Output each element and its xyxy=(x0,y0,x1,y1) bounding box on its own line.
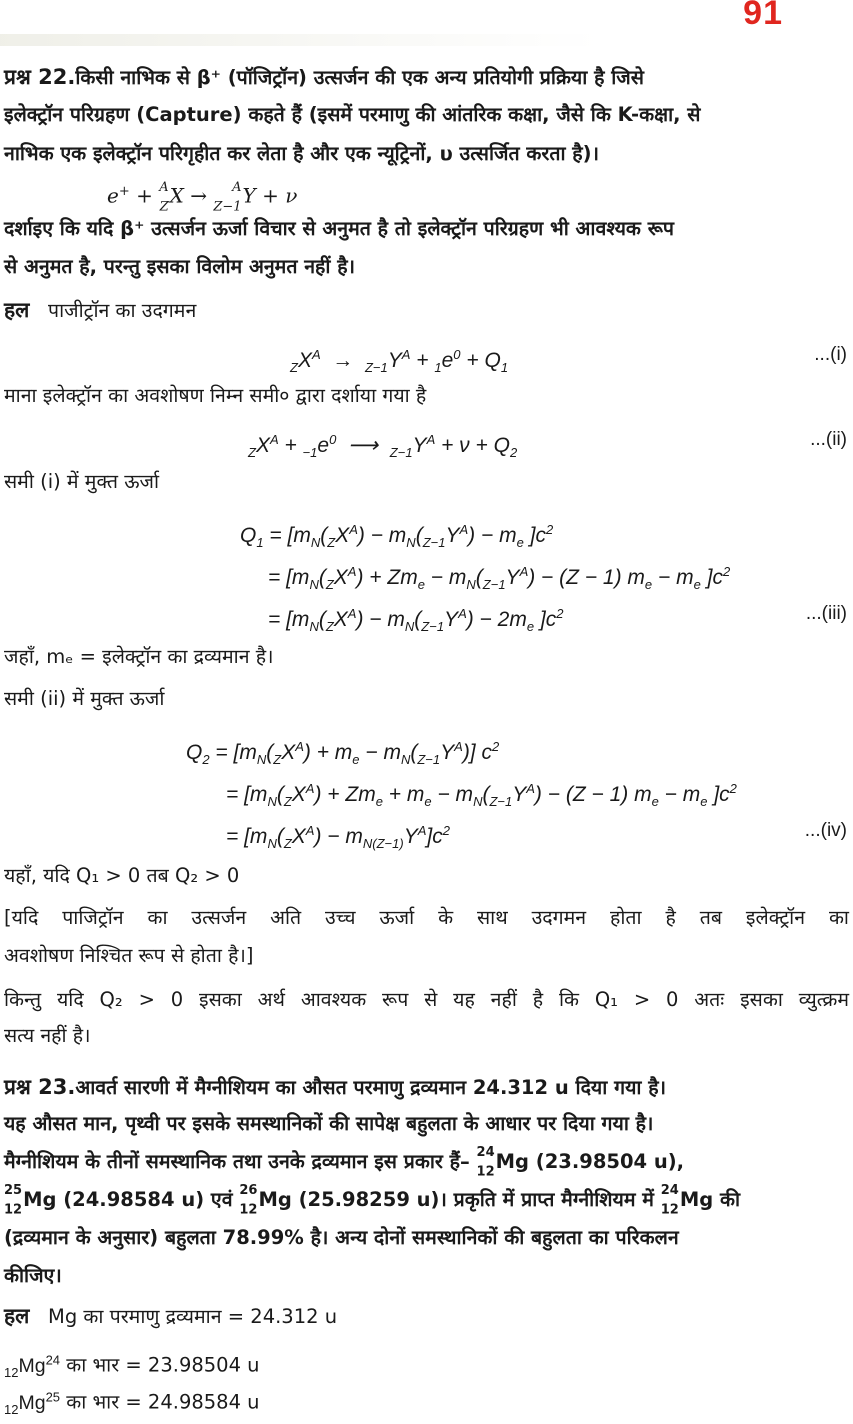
sol23-line-3: $_{12}Mg^{25}$ का भार = 24.98584 u xyxy=(4,1389,260,1417)
q22-label: प्रश्न 22. xyxy=(4,65,76,89)
q23-text-3a: मैग्नीशियम के तीनों समस्थानिक तथा उनके द्रव्यमान इस प्रकार हैं– xyxy=(4,1150,470,1173)
q22-line-4: दर्शाइए कि यदि β⁺ उत्सर्जन ऊर्जा विचार से अनुमत है तो इलेक्ट्रॉन परिग्रहण भी आवश्यक रूप xyxy=(4,217,674,240)
equation-4b: = [$m_N(_ZX^A) + Zm_e + m_e - m_N(_{Z-1}Y^A) - (Z - 1) m_e - m_e$ ]$c^2$ xyxy=(226,781,737,810)
q22-line-2: इलेक्ट्रॉन परिग्रहण (Capture) कहते हैं (इसमें परमाणु की आंतरिक कक्षा, जैसे कि K-कक्षा, से xyxy=(4,103,701,126)
q23-text-1: आवर्त सारणी में मैग्नीशियम का औसत परमाणु द्रव्यमान 24.312 u दिया गया है। xyxy=(75,1076,666,1099)
q23-line-1 xyxy=(4,1072,666,1103)
q22-reaction: e+ + $^A$ $_Z$X → $^A$ $_{Z-1}$Y + ν xyxy=(107,179,298,215)
equation-2-number: ...(ii) xyxy=(810,429,847,450)
q23-text-4b: Mg (25.98259 u)। प्रकृति में प्राप्त मैग्नीशियम में xyxy=(258,1188,654,1211)
sol22-intro: पाजीट्रॉन का उदगमन xyxy=(48,299,197,322)
sol22-label: हल xyxy=(4,298,30,322)
converse-note-2: सत्य नहीं है। xyxy=(4,1024,91,1047)
q23-line-4: $^{25}$ $_{12}$Mg (24.98584 u) एवं $^{26}$ $_{12}$Mg (25.98259 u)। प्रकृति में प्राप्त मैग्नीशियम में $^{24}$ $_{12}$Mg की xyxy=(4,1183,741,1218)
q23-label: प्रश्न 23. xyxy=(4,1075,76,1099)
q23-text-3b: Mg (23.98504 u), xyxy=(495,1150,685,1173)
bracket-note-1: [यदि पाजिट्रॉन का उत्सर्जन अति उच्च ऊर्जा के साथ उदगमन होता है तब इलेक्ट्रॉन का xyxy=(4,906,849,929)
sol23-text-1: Mg का परमाणु द्रव्यमान = 24.312 u xyxy=(48,1305,338,1328)
converse-note-1: किन्तु यदि Q₂ > 0 इसका अर्थ आवश्यक रूप से यह नहीं है कि Q₁ > 0 अतः इसका व्युत्क्रम xyxy=(4,988,849,1011)
electron-mass-note: जहाँ, mₑ = इलेक्ट्रॉन का द्रव्यमान है। xyxy=(4,645,274,668)
capture-text: माना इलेक्ट्रॉन का अवशोषण निम्न समी० द्वारा दर्शाया गया है xyxy=(4,384,427,407)
sol23-text-2: का भार = 23.98504 u xyxy=(66,1353,260,1377)
equation-3c: = [$m_N(_ZX^A) - m_N(_{Z-1}Y^A) - 2m_e$ ]$c^2$ xyxy=(268,606,564,635)
bracket-note-2: अवशोषण निश्चित रूप से होता है।] xyxy=(4,944,254,967)
q22-line-3: नाभिक एक इलेक्ट्रॉन परिगृहीत कर लेता है और एक न्यूट्रिनों, υ उत्सर्जित करता है)। xyxy=(4,142,599,165)
equation-1: $_ZX^A \to _{Z-1}Y^A + _1e^0 + Q_1$ xyxy=(290,347,509,376)
equation-4c: = $[m_N(_ZX^A) - m_{N(Z-1)}Y^A]c^2$ xyxy=(226,823,450,852)
q22-line-1 xyxy=(4,62,644,93)
q23-text-4c: Mg की xyxy=(679,1188,741,1211)
equation-3a: $Q_1 = [m_N(_ZX^A) - m_N(_{Z-1}Y^A) - m_e$ ]$c^2$ xyxy=(240,522,554,551)
equation-4-number: ...(iv) xyxy=(804,820,847,841)
sol23-line-2: $_{12}Mg^{24}$ का भार = 23.98504 u xyxy=(4,1352,260,1380)
sol22-intro-line xyxy=(4,295,196,326)
sol23-line-1 xyxy=(4,1301,337,1332)
q22-text-1: किसी नाभिक से β⁺ (पॉजिट्रॉन) उत्सर्जन की एक अन्य प्रतियोगी प्रक्रिया है जिसे xyxy=(75,66,644,89)
sol23-label: हल xyxy=(4,1304,30,1328)
condition-line: यहाँ, यदि Q₁ > 0 तब Q₂ > 0 xyxy=(4,864,240,887)
sol23-text-3: का भार = 24.98584 u xyxy=(66,1390,260,1414)
page-number: 91 xyxy=(743,0,783,32)
equation-1-number: ...(i) xyxy=(814,344,847,365)
q23-line-5: (द्रव्यमान के अनुसार) बहुलता 78.99% है। अन्य दोनों समस्थानिकों की बहुलता का परिकलन xyxy=(4,1226,679,1249)
equation-3-number: ...(iii) xyxy=(805,603,847,624)
q23-line-3: मैग्नीशियम के तीनों समस्थानिक तथा उनके द्रव्यमान इस प्रकार हैं– $^{24}$ $_{12}$Mg (23.98504 u), xyxy=(4,1145,685,1180)
q22-line-5: से अनुमत है, परन्तु इसका विलोम अनुमत नहीं है। xyxy=(4,255,356,278)
q23-text-4a: Mg (24.98584 u) एवं xyxy=(23,1188,233,1211)
q23-line-2: यह औसत मान, पृथ्वी पर इसके समस्थानिकों की सापेक्ष बहुलता के आधार पर दिया गया है। xyxy=(4,1112,654,1135)
scan-band xyxy=(0,34,600,46)
free-energy-2-label: समी (ii) में मुक्त ऊर्जा xyxy=(4,687,165,710)
equation-4a: $Q_2 = [m_N(_ZX^A) + m_e - m_N(_{Z-1}Y^A)]$ $c^2$ xyxy=(186,739,500,768)
free-energy-1-label: समी (i) में मुक्त ऊर्जा xyxy=(4,470,160,493)
q23-line-6: कीजिए। xyxy=(4,1264,62,1287)
equation-3b: = [$m_N(_ZX^A) + Zm_e - m_N(_{Z-1}Y^A) - (Z - 1) m_e - m_e$ ]$c^2$ xyxy=(268,564,731,593)
equation-2: $_ZX^A + _{-1}e^0$ ⟶ $_{Z-1}Y^A + \nu + Q_2$ xyxy=(248,432,518,461)
